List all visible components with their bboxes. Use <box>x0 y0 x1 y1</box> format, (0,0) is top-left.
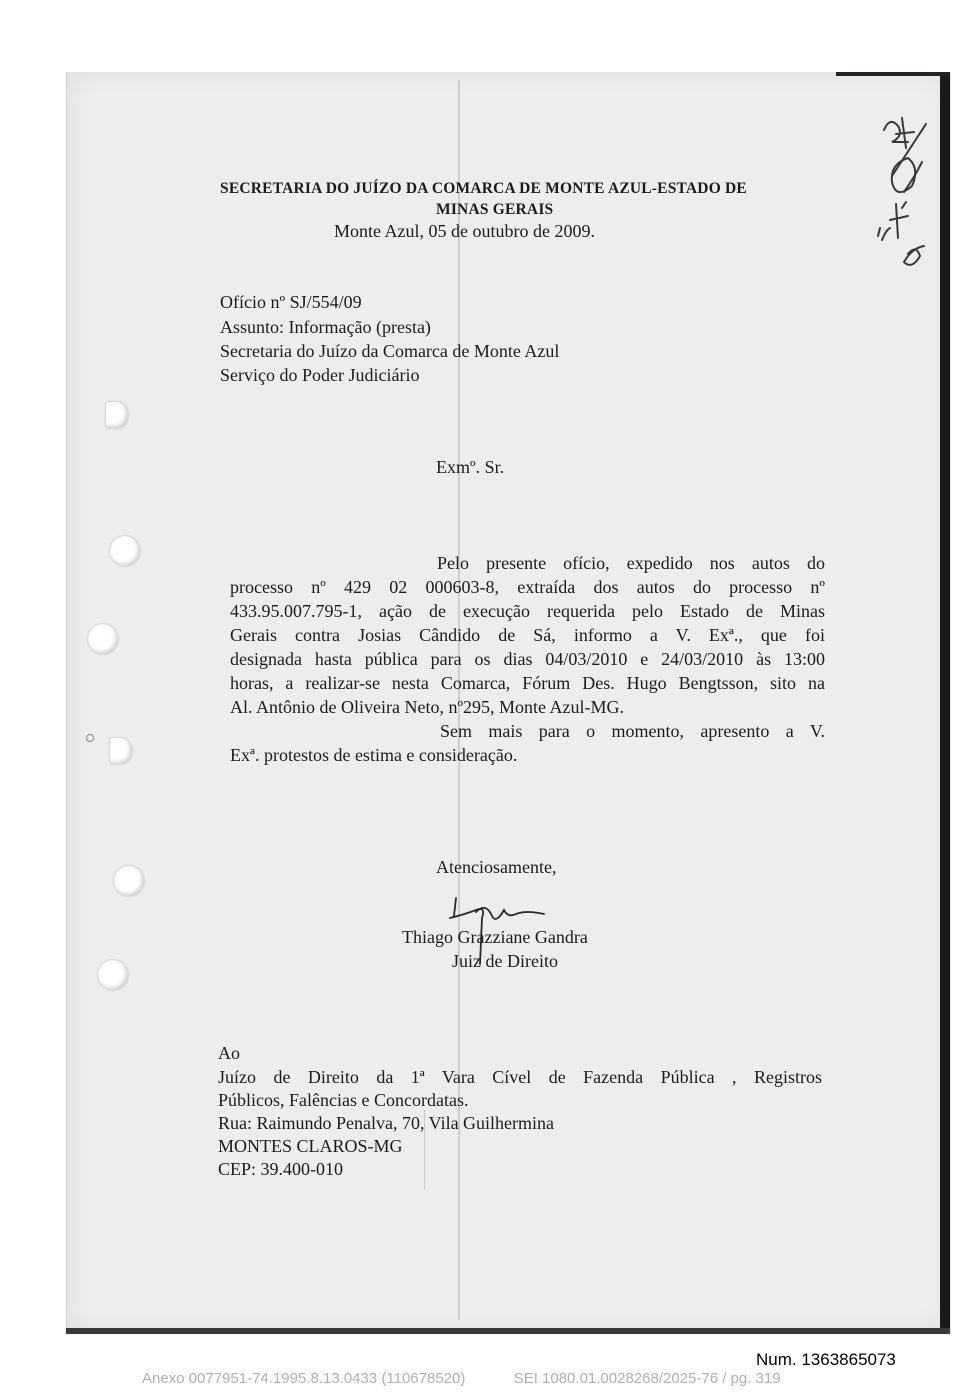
punch-hole <box>106 402 128 428</box>
body-line: Exª. protestos de estima e consideração. <box>230 745 518 765</box>
punch-hole <box>114 866 144 896</box>
punch-hole <box>98 960 128 990</box>
scan-edge-bottom <box>66 1328 950 1334</box>
handwritten-page-marks <box>868 108 938 278</box>
oficio-number: Ofício nº SJ/554/09 <box>220 292 362 312</box>
signatory-name: Thiago Grazziane Gandra <box>402 927 588 947</box>
header-date: Monte Azul, 05 de outubro de 2009. <box>334 221 595 241</box>
scan-edge-top <box>836 72 950 76</box>
recipient-cep: CEP: 39.400-010 <box>218 1159 344 1179</box>
recipient-line1: Juízo de Direito da 1ª Vara Cível de Fazenda Pública , Registros <box>218 1067 822 1087</box>
signatory-role: Juiz de Direito <box>452 951 558 971</box>
body-line: Al. Antônio de Oliveira Neto, nº295, Monte Azul-MG. <box>230 697 625 717</box>
scan-edge-right <box>940 72 950 1334</box>
punch-hole <box>110 536 140 566</box>
footer-reference <box>142 1370 781 1387</box>
body-line: 433.95.007.795-1, ação de execução requerida pelo Estado de Minas <box>230 601 825 621</box>
small-mark <box>86 734 94 742</box>
sender-servico: Serviço do Poder Judiciário <box>220 365 420 385</box>
body-line: Sem mais para o momento, apresento a V. <box>440 721 825 741</box>
sender-secretaria: Secretaria do Juízo da Comarca de Monte Azul <box>220 341 560 361</box>
body-line: horas, a realizar-se nesta Comarca, Fórum Des. Hugo Bengtsson, sito na <box>230 673 825 693</box>
body-line: Pelo presente ofício, expedido nos autos do <box>437 553 825 573</box>
recipient-line2: Públicos, Falências e Concordatas. <box>218 1090 469 1110</box>
salutation: Exmº. Sr. <box>436 457 505 477</box>
recipient-city: MONTES CLAROS-MG <box>218 1136 403 1156</box>
header-title-line2: MINAS GERAIS <box>436 201 554 218</box>
document-number: Num. 1363865073 <box>756 1350 896 1369</box>
closing-atenciosamente: Atenciosamente, <box>436 857 557 877</box>
body-line: Gerais contra Josias Cândido de Sá, informo a V. Exª., que foi <box>230 625 825 645</box>
body-line: designada hasta pública para os dias 04/03/2010 e 24/03/2010 às 13:00 <box>230 649 825 669</box>
footer-anexo: Anexo 0077951-74.1995.8.13.0433 (110678520) <box>142 1370 466 1387</box>
body-line: processo nº 429 02 000603-8, extraída dos autos do processo nº <box>230 577 825 597</box>
header-title-line1: SECRETARIA DO JUÍZO DA COMARCA DE MONTE AZUL-ESTADO DE <box>220 180 747 197</box>
punch-hole <box>110 738 132 764</box>
subject: Assunto: Informação (presta) <box>220 317 431 337</box>
punch-hole <box>88 624 118 654</box>
recipient-ao: Ao <box>218 1043 240 1063</box>
recipient-address: Rua: Raimundo Penalva, 70, Vila Guilhermina <box>218 1113 555 1133</box>
footer-sei: SEI 1080.01.0028268/2025-76 / pg. 319 <box>513 1370 781 1387</box>
